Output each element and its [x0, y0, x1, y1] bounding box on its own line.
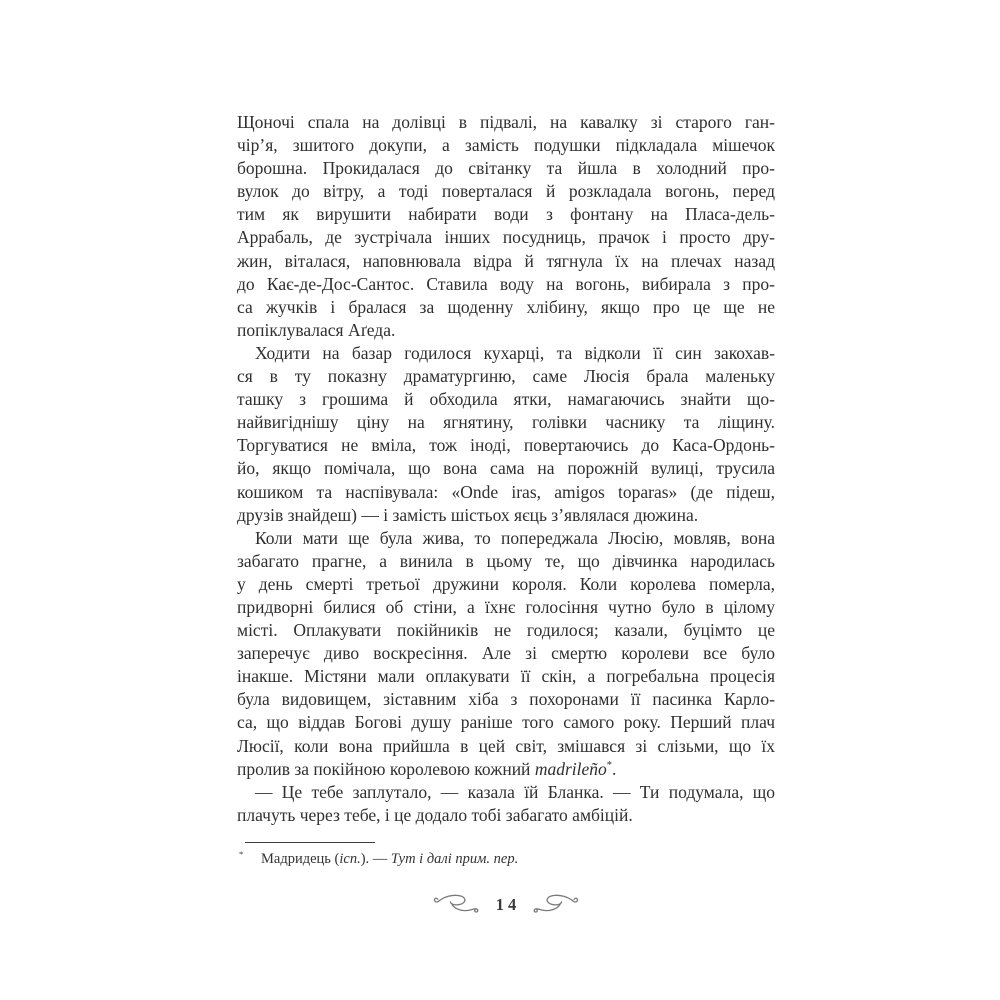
paragraph	[237, 527, 775, 781]
text-line: інакше. Містяни мали оплакувати її скін, а погребальна процесія	[237, 666, 775, 687]
footnote: * Мадридець (ісп.). — Тут і далі прим. пер.	[239, 849, 519, 867]
text-segment: ісп.	[339, 851, 361, 867]
text-segment: *	[606, 759, 613, 771]
text-line: до Кає-де-Дос-Сантос. Ставила воду на вогонь, вибирала з про-	[237, 273, 775, 294]
text-line: попіклувалася Аґеда.	[237, 319, 396, 340]
text-line: заперечує диво воскресіння. Але зі смертю королеви все було	[237, 643, 775, 664]
text-line: придворні билися об стіни, а їхнє голосіння чутно було в цілому	[237, 596, 775, 617]
text-line: — Це тебе заплутало, — казала їй Бланка. — Ти подумала, що	[255, 781, 775, 802]
text-line: Коли мати ще була жива, то попереджала Люсію, мовляв, вона	[255, 527, 775, 548]
text-line: Щоночі спала на долівці в підвалі, на кавалку зі старого ган-	[237, 112, 775, 132]
paragraph	[237, 342, 775, 527]
paragraph	[237, 111, 775, 342]
footnote-text	[261, 851, 518, 867]
text-line: са, що віддав Богові душу раніше того самого року. Перший плач	[237, 712, 775, 733]
text-block	[237, 111, 775, 827]
swirl-flourish-left-icon	[432, 893, 480, 917]
text-line: була видовищем, зіставним хіба з похоронами її пасинка Карло-	[237, 689, 775, 710]
text-line: йо, якщо помічала, що вона сама на порожній вулиці, трусила	[237, 458, 775, 479]
text-line: Ходити на базар годилося кухарці, та відколи її син закохав-	[255, 342, 775, 363]
text-line: у день смерті третьої дружини короля. Коли королева померла,	[237, 573, 775, 594]
text-line: ташку з грошима й обходила ятки, намагаючись знайти що-	[237, 389, 775, 410]
text-segment: Тут і далі прим. пер.	[390, 851, 519, 867]
text-line	[237, 758, 775, 781]
text-line: ся в ту показну драматургиню, саме Люсія брала маленьку	[237, 366, 775, 387]
text-segment: пролив за покійною королевою кожний	[237, 758, 535, 779]
text-line: найвигіднішу ціну на ягнятину, голівки часнику та ліщину.	[237, 412, 775, 433]
text-line: забагато прагне, а винила в цьому те, що дівчинка народилась	[237, 550, 775, 571]
text-line: друзів знайдеш) — і замість шістьох яєць з’являлася дюжина.	[237, 504, 699, 525]
text-line: чір’я, зшитого докупи, а замість подушки підкладала мішечок	[237, 135, 775, 156]
text-line: жин, віталася, наповнювала відра й тягнула їх на плечах назад	[237, 250, 775, 271]
text-line: плачуть через тебе, і це додало тобі забагато амбіцій.	[237, 804, 633, 825]
text-segment: ). —	[360, 851, 391, 867]
text-segment: madrileño	[534, 758, 607, 779]
swirl-flourish-right-icon	[532, 893, 580, 917]
page-footer	[237, 891, 775, 919]
footnote-divider	[245, 842, 375, 843]
text-segment: Мадридець (	[261, 851, 340, 867]
text-line: борошна. Прокидалася до світанку та йшла в холодний про-	[237, 158, 775, 179]
page-number: 14	[495, 895, 521, 914]
text-segment: .	[612, 758, 617, 779]
paragraph	[237, 781, 775, 827]
text-line: вулок до вітру, а тоді поверталася й розкладала вогонь, перед	[237, 181, 775, 202]
text-line: Люсії, коли вона прийшла в цей світ, змішався зі слізьми, що їх	[237, 735, 775, 756]
text-line: Торгуватися не вміла, тож іноді, повертаючись до Каса-Ордонь-	[237, 435, 775, 456]
text-line: тим як вирушити набирати води з фонтану на Пласа-дель-	[237, 204, 775, 225]
text-line: Аррабаль, де зустрічала інших посудниць, прачок і просто дру-	[237, 227, 775, 248]
text-line: кошиком та наспівувала: «Onde iras, amigos toparas» (де підеш,	[237, 481, 775, 502]
text-line: місті. Оплакувати покійників не годилося; казали, буцімто це	[237, 620, 775, 641]
text-line: са жучків і бралася за щоденну хлібину, якщо про це ще не	[237, 296, 775, 317]
